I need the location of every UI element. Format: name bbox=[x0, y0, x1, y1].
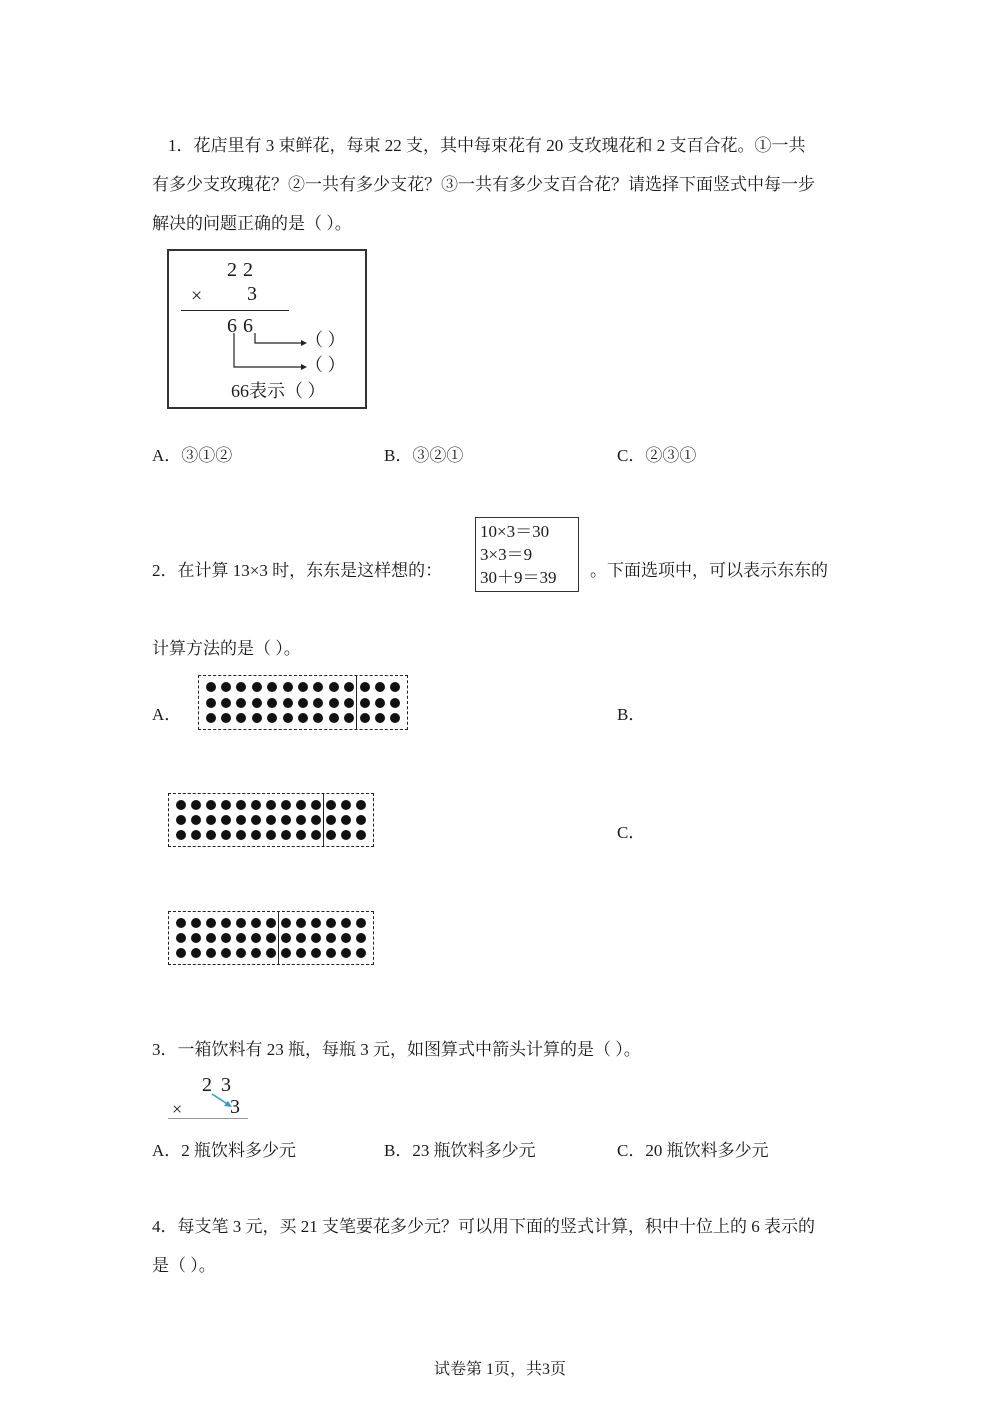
dot bbox=[176, 918, 186, 928]
dot bbox=[296, 830, 306, 840]
q3-option-b[interactable]: B．23 瓶饮料多少元 bbox=[384, 1141, 536, 1160]
dot bbox=[329, 682, 339, 692]
dot bbox=[296, 800, 306, 810]
dot bbox=[356, 800, 366, 810]
dot bbox=[221, 698, 231, 708]
dot bbox=[356, 815, 366, 825]
dot bbox=[341, 800, 351, 810]
dot bbox=[266, 933, 276, 943]
dot bbox=[298, 682, 308, 692]
dot bbox=[206, 948, 216, 958]
dot bbox=[251, 830, 261, 840]
dot bbox=[176, 933, 186, 943]
q2-option-a[interactable]: A． bbox=[152, 705, 182, 724]
q3-calc-underline bbox=[168, 1118, 248, 1119]
group-divider bbox=[278, 912, 279, 964]
dot bbox=[176, 948, 186, 958]
dot bbox=[236, 698, 246, 708]
dot bbox=[296, 918, 306, 928]
dot bbox=[221, 713, 231, 723]
dot bbox=[206, 815, 216, 825]
q2-prefix: 2．在计算 13×3 时，东东是这样想的： bbox=[152, 561, 443, 580]
dot bbox=[191, 948, 201, 958]
dot bbox=[206, 800, 216, 810]
dot bbox=[221, 933, 231, 943]
q2-option-b[interactable]: B． bbox=[617, 705, 646, 724]
dot bbox=[236, 933, 246, 943]
dot bbox=[390, 713, 400, 723]
dot bbox=[281, 933, 291, 943]
dot bbox=[236, 682, 246, 692]
dot bbox=[236, 830, 246, 840]
dot bbox=[344, 682, 354, 692]
dot bbox=[266, 830, 276, 840]
q1-calc-top: 22 bbox=[227, 259, 259, 281]
dot bbox=[266, 815, 276, 825]
dot bbox=[206, 918, 216, 928]
dot bbox=[326, 800, 336, 810]
dot bbox=[296, 815, 306, 825]
dot bbox=[176, 800, 186, 810]
dot bbox=[266, 918, 276, 928]
dot bbox=[206, 698, 216, 708]
q1-line2: 有多少支玫瑰花？②一共有多少支花？③一共有多少支百合花？请选择下面竖式中每一步 bbox=[152, 175, 815, 194]
dot bbox=[311, 800, 321, 810]
q2-option-c[interactable]: C． bbox=[617, 823, 646, 842]
q1-calc-blank2: （ ） bbox=[305, 355, 346, 375]
dot bbox=[191, 830, 201, 840]
q1-calc-blank1: （ ） bbox=[305, 330, 346, 350]
dot bbox=[251, 933, 261, 943]
q1-line1: 1．花店里有 3 束鲜花，每束 22 支，其中每束花有 20 支玫瑰花和 2 支百合花。①一共 bbox=[168, 136, 806, 155]
q1-vertical-calculation bbox=[167, 249, 367, 409]
dot bbox=[356, 948, 366, 958]
dot bbox=[329, 698, 339, 708]
dot bbox=[341, 830, 351, 840]
dot bbox=[266, 800, 276, 810]
q3-option-a[interactable]: A．2 瓶饮料多少元 bbox=[152, 1141, 297, 1160]
dot bbox=[252, 682, 262, 692]
q1-option-b[interactable]: B．③②① bbox=[384, 446, 464, 465]
dot bbox=[311, 918, 321, 928]
q1-calc-result: 66 bbox=[227, 315, 259, 337]
dot bbox=[311, 830, 321, 840]
dot bbox=[298, 713, 308, 723]
q2-dot-array-c[interactable] bbox=[168, 911, 374, 965]
dot bbox=[251, 948, 261, 958]
dot bbox=[344, 713, 354, 723]
dot bbox=[360, 713, 370, 723]
dot bbox=[191, 933, 201, 943]
dot bbox=[281, 815, 291, 825]
dot bbox=[221, 948, 231, 958]
q1-calc-times: × bbox=[191, 285, 203, 307]
dot bbox=[176, 830, 186, 840]
q2-dot-array-a[interactable] bbox=[198, 675, 408, 730]
dot bbox=[176, 815, 186, 825]
dot bbox=[326, 933, 336, 943]
q2-box-line2: 3×3＝9 bbox=[480, 545, 533, 564]
dot bbox=[296, 933, 306, 943]
dot bbox=[252, 698, 262, 708]
dot bbox=[191, 918, 201, 928]
dot bbox=[281, 800, 291, 810]
dot bbox=[296, 948, 306, 958]
dot bbox=[344, 698, 354, 708]
q1-option-c[interactable]: C．②③① bbox=[617, 446, 697, 465]
q3-calc-times: × bbox=[172, 1099, 183, 1119]
dot bbox=[206, 830, 216, 840]
q1-calc-multiplier: 3 bbox=[247, 283, 263, 305]
dot bbox=[326, 948, 336, 958]
group-divider bbox=[356, 676, 357, 729]
q2-dot-array-b[interactable] bbox=[168, 793, 374, 847]
dot bbox=[313, 698, 323, 708]
page-footer: 试卷第 1页，共3页 bbox=[433, 1361, 566, 1378]
dot bbox=[341, 918, 351, 928]
dot bbox=[251, 918, 261, 928]
dot bbox=[236, 918, 246, 928]
dot bbox=[236, 713, 246, 723]
dot bbox=[356, 830, 366, 840]
dot bbox=[375, 698, 385, 708]
dot bbox=[329, 713, 339, 723]
q2-suffix: 。下面选项中，可以表示东东的 bbox=[590, 561, 828, 580]
dot bbox=[221, 682, 231, 692]
dot bbox=[283, 698, 293, 708]
dot bbox=[281, 918, 291, 928]
dot bbox=[311, 933, 321, 943]
dot bbox=[311, 948, 321, 958]
dot bbox=[236, 948, 246, 958]
dot bbox=[221, 815, 231, 825]
dot bbox=[267, 698, 277, 708]
dot bbox=[281, 830, 291, 840]
dot bbox=[251, 815, 261, 825]
dot bbox=[313, 713, 323, 723]
q3-text: 3．一箱饮料有 23 瓶，每瓶 3 元，如图算式中箭头计算的是（ ）。 bbox=[152, 1040, 641, 1059]
q1-option-a[interactable]: A．③①② bbox=[152, 446, 233, 465]
dot bbox=[341, 933, 351, 943]
dot bbox=[266, 948, 276, 958]
dot bbox=[360, 682, 370, 692]
dot bbox=[356, 918, 366, 928]
dot bbox=[267, 713, 277, 723]
q3-calc-top: 2 3 bbox=[202, 1074, 233, 1096]
dot bbox=[221, 830, 231, 840]
group-divider bbox=[323, 794, 324, 846]
q3-calc-multiplier: 3 bbox=[230, 1096, 246, 1118]
dot bbox=[221, 918, 231, 928]
q2-box-line3: 30＋9＝39 bbox=[480, 568, 557, 587]
dot bbox=[313, 682, 323, 692]
dot bbox=[341, 948, 351, 958]
q2-method-box bbox=[475, 517, 579, 592]
q1-line3: 解决的问题正确的是（ ）。 bbox=[152, 214, 352, 233]
q3-option-c[interactable]: C．20 瓶饮料多少元 bbox=[617, 1141, 769, 1160]
dot bbox=[356, 933, 366, 943]
dot bbox=[326, 918, 336, 928]
dot bbox=[206, 933, 216, 943]
dot bbox=[221, 800, 231, 810]
dot bbox=[191, 815, 201, 825]
dot bbox=[375, 713, 385, 723]
dot bbox=[326, 830, 336, 840]
q3-vertical-calculation bbox=[168, 1072, 250, 1122]
dot bbox=[251, 800, 261, 810]
dot bbox=[326, 815, 336, 825]
q4-line1: 4．每支笔 3 元，买 21 支笔要花多少元？可以用下面的竖式计算，积中十位上的 6 表示的 bbox=[152, 1217, 815, 1236]
dot bbox=[283, 713, 293, 723]
q2-line2: 计算方法的是（ ）。 bbox=[152, 639, 301, 658]
dot bbox=[206, 682, 216, 692]
q1-calc-represents: 66表示（ ） bbox=[231, 381, 326, 401]
dot bbox=[341, 815, 351, 825]
dot bbox=[252, 713, 262, 723]
dot bbox=[311, 815, 321, 825]
dot bbox=[360, 698, 370, 708]
dot bbox=[390, 698, 400, 708]
dot bbox=[267, 682, 277, 692]
dot bbox=[283, 682, 293, 692]
dot bbox=[298, 698, 308, 708]
q2-box-line1: 10×3＝30 bbox=[480, 522, 550, 541]
q3-arrow bbox=[168, 1072, 250, 1122]
dot bbox=[390, 682, 400, 692]
dot bbox=[206, 713, 216, 723]
q4-line2: 是（ ）。 bbox=[152, 1256, 216, 1275]
dot bbox=[191, 800, 201, 810]
dot bbox=[236, 800, 246, 810]
dot bbox=[281, 948, 291, 958]
dot bbox=[236, 815, 246, 825]
dot bbox=[375, 682, 385, 692]
